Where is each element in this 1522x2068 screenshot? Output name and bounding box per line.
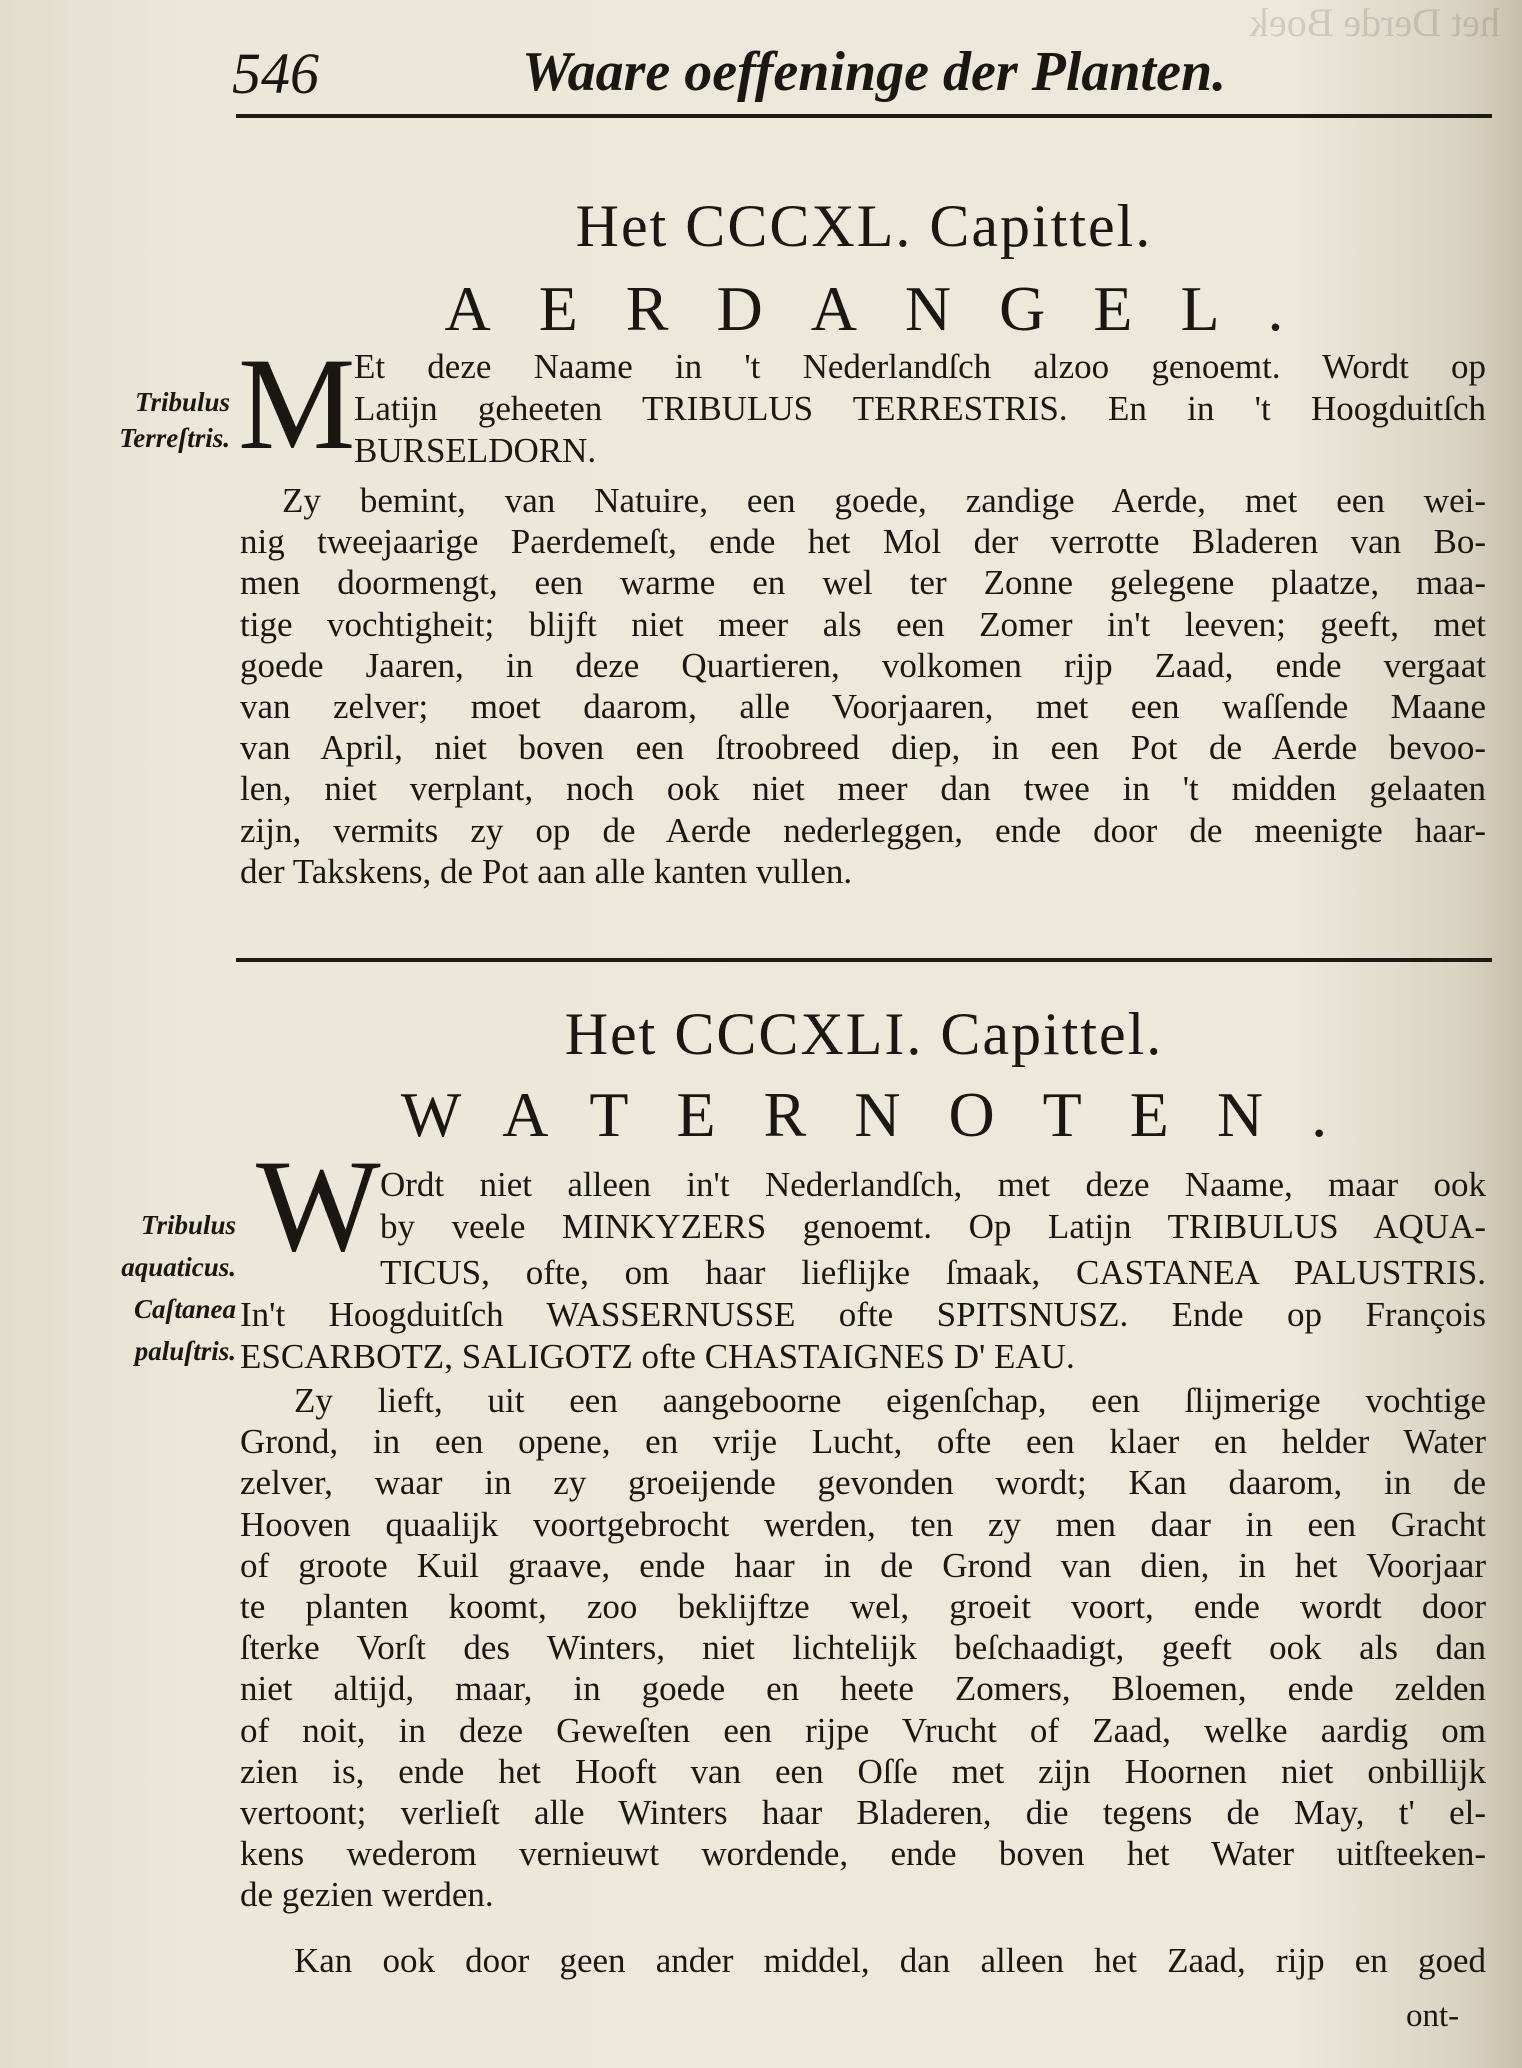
text-line: Hooven quaalijk voortgebrocht werden, ten zy men daar in een Gracht [240, 1504, 1486, 1544]
text-line: Grond, in een opene, en vrije Lucht, ofte een klaer en helder Water [240, 1422, 1486, 1462]
text-line: zien is, ende het Hooft van een Oſſe met zijn Hoornen niet onbillijk [240, 1751, 1486, 1791]
text-line: goede Jaaren, in deze Quartieren, volkomen rijp Zaad, ende vergaat [240, 645, 1486, 685]
text-line: ESCARBOTZ, SALIGOTZ ofte CHASTAIGNES D' EAU. [240, 1337, 1075, 1376]
text-line: te planten koomt, zoo beklijftze wel, groeit voort, ende wordt door [240, 1587, 1486, 1627]
margin-note-line: Tribulus [140, 1210, 236, 1240]
chapter-title: AERDANGEL. [444, 273, 1332, 344]
text-line: niet altijd, maar, in goede en heete Zomers, Bloemen, ende zelden [240, 1669, 1486, 1709]
catchword: ont- [1406, 1998, 1460, 2034]
text-line: Kan ook door geen ander middel, dan alleen het Zaad, rijp en goed [294, 1941, 1486, 1980]
intro-line: Latijn geheeten TRIBULUS TERRESTRIS. En in 't Hoogduitſch [354, 389, 1486, 428]
chapter-heading: Het CCCXL. Capittel. [575, 193, 1153, 259]
text-line: TICUS, ofte, om haar lieflijke ſmaak, CASTANEA PALUSTRIS. [380, 1253, 1486, 1292]
text-line: len, niet verplant, noch ook niet meer dan twee in 't midden gelaaten [240, 769, 1486, 809]
margin-note-line: Tribulus [134, 387, 230, 417]
chapter-intro-continued [240, 1252, 1486, 1378]
text-line: In't Hoogduitſch WASSERNUSSE ofte SPITSNUSZ. Ende op François [240, 1295, 1486, 1334]
chapter-intro [354, 346, 1486, 472]
margin-note [40, 384, 230, 456]
chapter-title: WATERNOTEN. [400, 1079, 1376, 1150]
intro-line: Ordt niet alleen in't Nederlandſch, met deze Naame, maar ook [380, 1165, 1486, 1204]
margin-note-line: paluſtris. [134, 1336, 236, 1366]
text-line: de gezien werden. [240, 1875, 494, 1915]
text-line: zelver, waar in zy groeijende gevonden wordt; Kan daarom, in de [240, 1463, 1486, 1503]
text-line: zijn, vermits zy op de Aerde nederleggen, ende door de meenigte haar- [240, 810, 1486, 850]
section-rule [236, 958, 1492, 962]
text-line: vertoont; verlieſt alle Winters haar Bladeren, die tegens de May, t' el- [240, 1793, 1486, 1833]
text-line: kens wederom vernieuwt wordende, ende boven het Water uitſteeken- [240, 1834, 1486, 1874]
intro-line: BURSELDORN. [354, 431, 597, 470]
chapter-intro [380, 1164, 1486, 1248]
text-line: van April, niet boven een ſtroobreed diep, in een Pot de Aerde bevoo- [240, 728, 1486, 768]
text-line: of noit, in deze Geweſten een rijpe Vrucht of Zaad, welke aardig om [240, 1710, 1486, 1750]
chapter-paragraph [240, 1380, 1486, 1916]
drop-cap: M [238, 330, 356, 477]
chapter-paragraph [240, 480, 1486, 892]
text-line: ſterke Vorſt des Winters, niet lichtelijk beſchaadigt, geeft ook als dan [240, 1628, 1486, 1668]
text-line: der Takskens, de Pot aan alle kanten vullen. [240, 851, 853, 891]
margin-note [40, 1204, 236, 1372]
text-line: Zy bemint, van Natuire, een goede, zandige Aerde, met een wei- [282, 481, 1486, 520]
page-number: 546 [232, 41, 319, 106]
text-line: Zy lieft, uit een aangeboorne eigenſchap, een ſlijmerige vochtige [294, 1381, 1486, 1420]
page-header [232, 26, 1492, 106]
intro-line: Et deze Naame in 't Nederlandſch alzoo genoemt. Wordt op [354, 347, 1486, 386]
text-line: tige vochtigheit; blijft niet meer als een Zomer in't leeven; geeft, met [240, 604, 1486, 644]
text-line: men doormengt, een warme en wel ter Zonne gelegene plaatze, maa- [240, 563, 1486, 603]
text-line: van zelver; moet daarom, alle Voorjaaren, met een waſſende Maane [240, 687, 1486, 727]
running-title: Waare oeffeninge der Planten. [522, 41, 1227, 103]
text-line: of groote Kuil graave, ende haar in de Grond van dien, in het Voorjaar [240, 1545, 1486, 1585]
margin-note-line: Caſtanea [133, 1294, 236, 1324]
header-rule [236, 114, 1492, 118]
chapter-paragraph [240, 1940, 1486, 1981]
chapter-heading: Het CCCXLI. Capittel. [564, 1001, 1164, 1067]
bleed-through-text: het Derde Boek [1248, 0, 1500, 45]
intro-line: by veele MINKYZERS genoemt. Op Latijn TRIBULUS AQUA- [380, 1207, 1486, 1246]
margin-note-line: Terreſtris. [119, 423, 230, 453]
drop-cap: W [256, 1132, 381, 1279]
text-line: nig tweejaarige Paerdemeſt, ende het Mol der verrotte Bladeren van Bo- [240, 522, 1486, 562]
margin-note-line: aquaticus. [121, 1252, 236, 1282]
